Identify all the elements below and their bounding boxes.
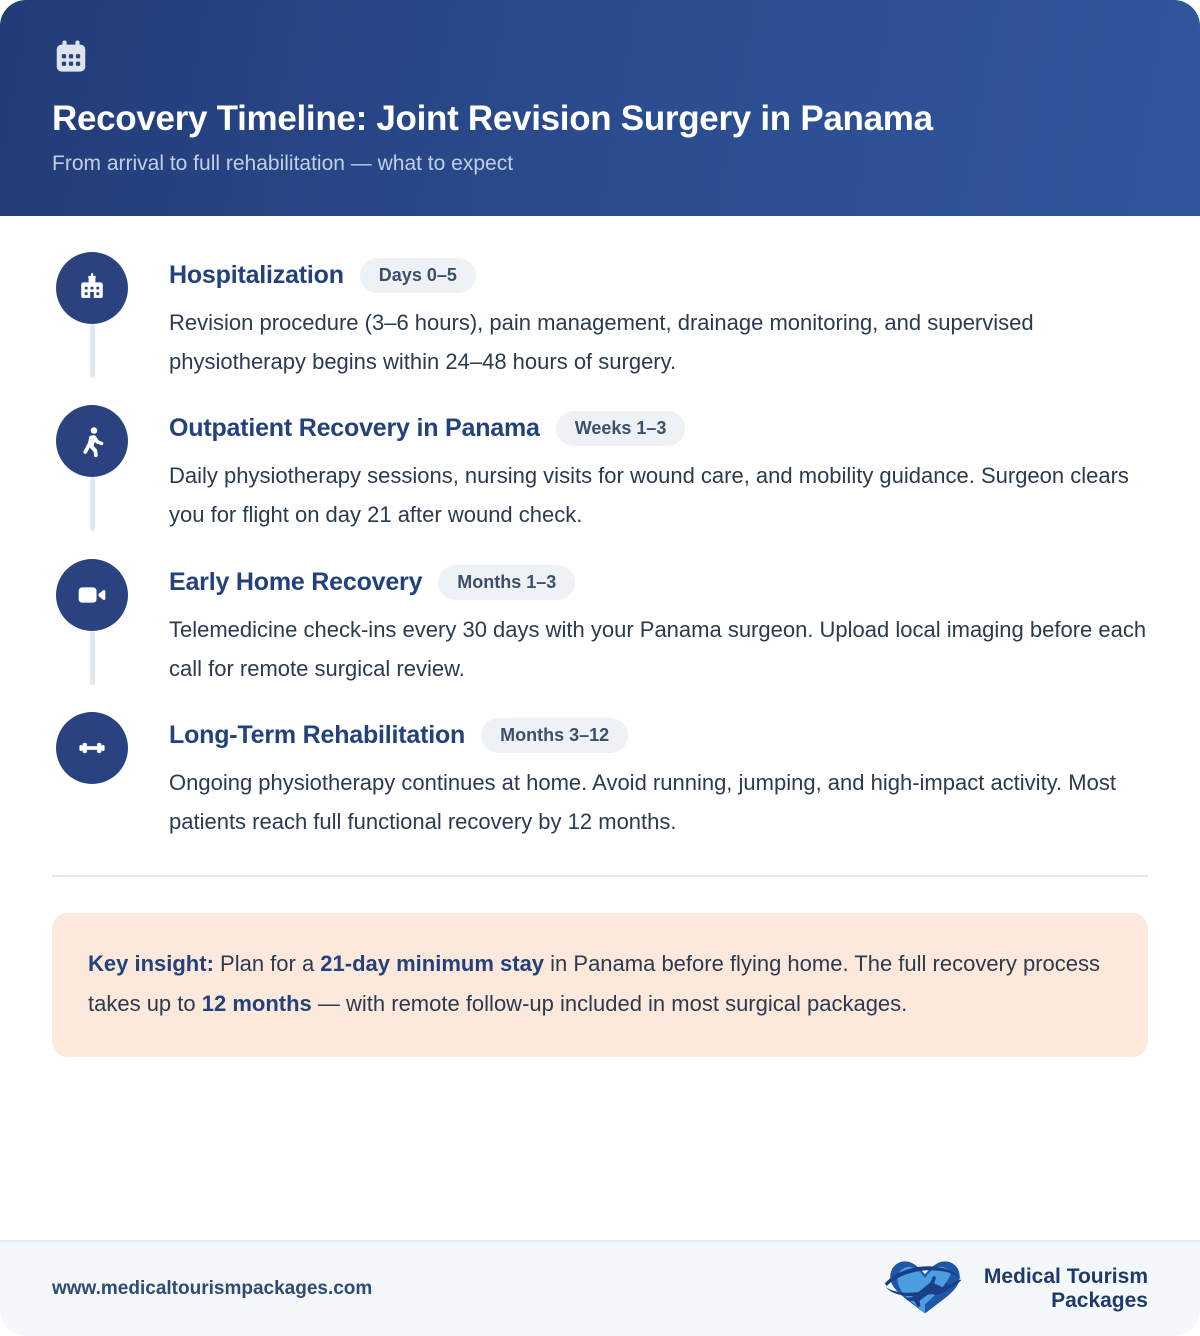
timeline-step-header: [169, 258, 1148, 293]
timeline-step-title: Early Home Recovery: [169, 567, 423, 596]
key-insight-text: [88, 944, 1112, 1023]
footer-website-url[interactable]: www.medicaltourismpackages.com: [52, 1278, 373, 1299]
step-spacer: [52, 688, 1148, 712]
brand-name-line1: Medical Tourism: [983, 1265, 1148, 1289]
section-divider: [52, 875, 1148, 877]
dumbbell-icon: [56, 712, 128, 784]
timeline-step-badge: Months 1–3: [438, 565, 575, 600]
page-title: Recovery Timeline: Joint Revision Surgery in Panama: [52, 99, 933, 138]
timeline-step-badge: Days 0–5: [360, 258, 476, 293]
header: [0, 0, 1200, 216]
page-subtitle: From arrival to full rehabilitation — what to expect: [52, 152, 514, 176]
timeline-rail: [52, 712, 132, 784]
timeline-step-badge: Months 3–12: [481, 718, 628, 753]
timeline-step-title: Hospitalization: [169, 261, 344, 289]
timeline-step-header: [169, 718, 1148, 753]
brand-name: [984, 1265, 1148, 1312]
timeline-step: [52, 252, 1148, 381]
walking-person-icon: [56, 405, 128, 477]
key-insight-part2: in Panama before flying home. The full recovery process takes up to: [88, 951, 1101, 1016]
timeline-list: [0, 216, 1200, 841]
key-insight-part3: — with remote follow-up included in most surgical packages.: [311, 990, 908, 1016]
timeline-step: [52, 559, 1148, 688]
brand-name-line2: Packages: [1051, 1289, 1148, 1312]
video-camera-icon: [56, 559, 128, 631]
timeline-step-body: [132, 405, 1148, 534]
key-insight-highlight-stay: 21-day minimum stay: [320, 951, 545, 977]
timeline-step: [52, 712, 1148, 841]
timeline-step-body: [132, 559, 1148, 688]
calendar-icon: [52, 38, 90, 76]
timeline-step-title: Long-Term Rehabilitation: [169, 720, 466, 749]
hospital-icon: [56, 252, 128, 324]
timeline-step-description: Telemedicine check-ins every 30 days with your Panama surgeon. Upload local imaging before each call for remote surgical review.: [169, 616, 1147, 681]
heart-airplane-logo-icon: [878, 1255, 972, 1324]
timeline-step-description: Ongoing physiotherapy continues at home. Avoid running, jumping, and high-impact activity. Most patients reach full functional recovery by 12 months.: [169, 769, 1116, 835]
footer: [0, 1240, 1200, 1336]
timeline-step: [52, 405, 1148, 534]
step-spacer: [52, 535, 1148, 559]
brand-logo: [878, 1255, 1148, 1324]
timeline-rail: [52, 252, 132, 378]
timeline-step-title: Outpatient Recovery in Panama: [169, 414, 540, 443]
timeline-step-header: [169, 411, 1148, 446]
timeline-step-body: [132, 712, 1148, 841]
timeline-rail: [52, 559, 132, 685]
timeline-step-description: Daily physiotherapy sessions, nursing visits for wound care, and mobility guidance. Surgeon clears you for flight on day 21 after wound check.: [169, 463, 1129, 528]
timeline-connector: [90, 631, 95, 685]
timeline-rail: [52, 405, 132, 531]
timeline-step-badge: Weeks 1–3: [556, 411, 686, 446]
timeline-step-body: [132, 252, 1148, 381]
timeline-connector: [90, 324, 95, 378]
step-spacer: [52, 381, 1148, 405]
key-insight-highlight-months: 12 months: [201, 990, 312, 1016]
timeline-connector: [90, 477, 95, 531]
timeline-step-header: [169, 565, 1148, 600]
key-insight-label: Key insight:: [88, 951, 214, 977]
key-insight-part1: Plan for a: [213, 951, 321, 977]
timeline-step-description: Revision procedure (3–6 hours), pain management, drainage monitoring, and supervised physiotherapy begins within 24–48 hours of surgery.: [169, 310, 1034, 375]
key-insight-box: [52, 913, 1148, 1057]
